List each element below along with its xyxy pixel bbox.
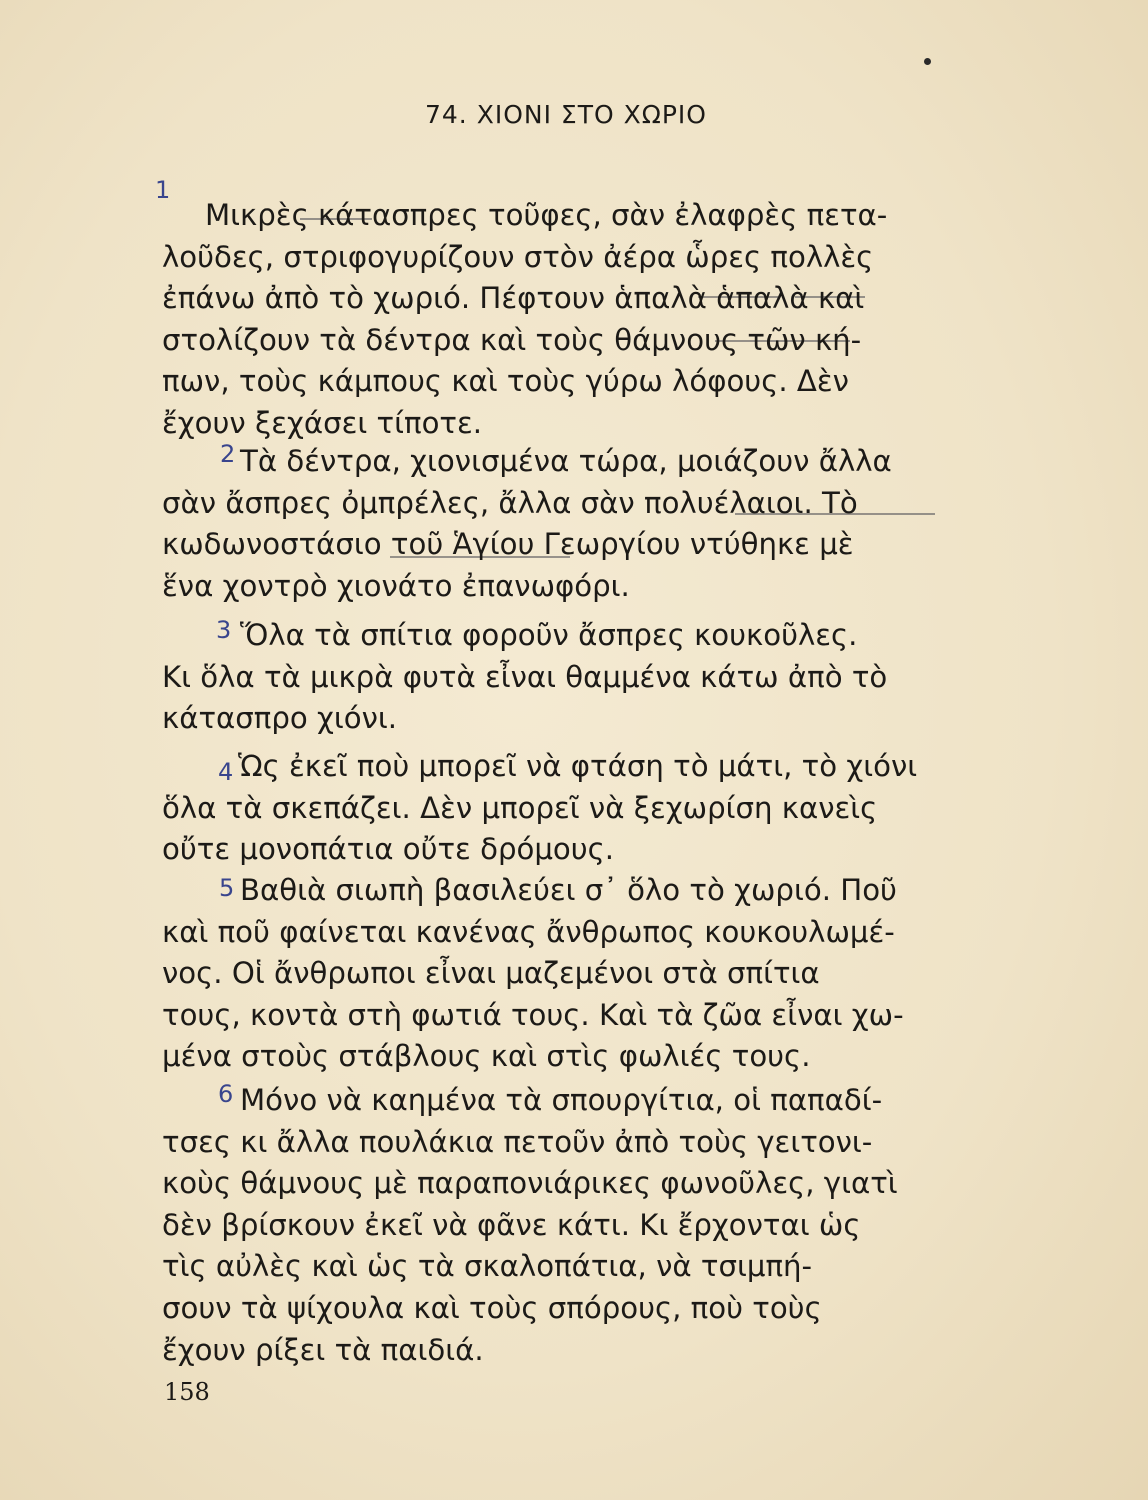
- paragraph-2: [162, 483, 858, 608]
- text-line: νος. Οἱ ἄνθρωποι εἶναι μαζεμένοι στὰ σπίτια: [162, 956, 820, 991]
- paragraph-5: [162, 912, 904, 1078]
- margin-mark-2: 2: [220, 440, 236, 468]
- text-line: κοὺς θάμνους μὲ παραπονιάρικες φωνοῦλες, γιατὶ: [162, 1166, 898, 1201]
- text-line: Μόνο νὰ καημένα τὰ σπουργίτια, οἱ παπαδί-: [240, 1083, 883, 1117]
- page-number: 158: [164, 1378, 210, 1406]
- text-line: πων, τοὺς κάμπους καὶ τοὺς γύρω λόφους. Δὲν: [162, 364, 849, 399]
- text-line: λοῦδες, στριφογυρίζουν στὸν ἀέρα ὧρες πολλὲς: [162, 239, 874, 274]
- paragraph-3-first: [240, 615, 857, 657]
- text-line: τσες κι ἄλλα πουλάκια πετοῦν ἀπὸ τοὺς γειτονι-: [162, 1124, 873, 1159]
- ink-dot: [924, 58, 931, 65]
- text-line: στολίζουν τὰ δέντρα καὶ τοὺς θάμνους τῶν κή-: [162, 322, 862, 357]
- text-line: οὔτε μονοπάτια οὔτε δρόμους.: [162, 832, 615, 867]
- text-line: τους, κοντὰ στὴ φωτιά τους. Καὶ τὰ ζῶα εἶναι χω-: [162, 997, 904, 1032]
- text-line: σουν τὰ ψίχουλα καὶ τοὺς σπόρους, ποὺ τοὺς: [162, 1290, 822, 1325]
- text-line: κάτασπρο χιόνι.: [162, 701, 398, 736]
- paragraph-3: [162, 657, 887, 740]
- paragraph-5-first: [240, 870, 897, 912]
- margin-mark-6: 6: [218, 1080, 234, 1108]
- text-line: ἐπάνω ἀπὸ τὸ χωριό. Πέφτουν ἁπαλὰ ἁπαλὰ καὶ: [162, 281, 865, 316]
- paragraph-2-first: [240, 441, 892, 483]
- text-line: καὶ ποῦ φαίνεται κανένας ἄνθρωπος κουκουλωμέ-: [162, 914, 895, 949]
- margin-mark-1: 1: [155, 176, 171, 204]
- text-line: Ὅλα τὰ σπίτια φοροῦν ἄσπρες κουκοῦλες.: [240, 618, 858, 652]
- paragraph-1-first: [205, 195, 887, 237]
- paragraph-1: [162, 237, 873, 445]
- margin-mark-5: 5: [219, 874, 235, 902]
- text-line: Βαθιὰ σιωπὴ βασιλεύει σ᾽ ὅλο τὸ χωριό. Ποῦ: [240, 873, 897, 907]
- text-line: μένα στοὺς στάβλους καὶ στὶς φωλιές τους.: [162, 1039, 811, 1074]
- text-line: Ὡς ἐκεῖ ποὺ μπορεῖ νὰ φτάση τὸ μάτι, τὸ χιόνι: [238, 749, 918, 783]
- paragraph-4-first: [238, 746, 917, 788]
- text-line: σὰν ἄσπρες ὀμπρέλες, ἄλλα σὰν πολυέλαιοι. Τὸ: [162, 485, 858, 520]
- text-line: ἔχουν ξεχάσει τίποτε.: [162, 405, 483, 440]
- page-title: 74. ΧΙΟΝΙ ΣΤΟ ΧΩΡΙΟ: [425, 100, 707, 129]
- paragraph-6: [162, 1122, 898, 1372]
- text-line: Μικρὲς κάτασπρες τοῦφες, σὰν ἐλαφρὲς πετα-: [205, 198, 888, 232]
- text-line: τὶς αὐλὲς καὶ ὡς τὰ σκαλοπάτια, νὰ τσιμπή-: [162, 1249, 813, 1284]
- margin-mark-3: 3: [216, 616, 232, 644]
- paragraph-4: [162, 788, 877, 871]
- text-line: κωδωνοστάσιο τοῦ Ἁγίου Γεωργίου ντύθηκε μὲ: [162, 527, 854, 562]
- text-line: δὲν βρίσκουν ἐκεῖ νὰ φᾶνε κάτι. Κι ἔρχονται ὡς: [162, 1207, 861, 1242]
- text-line: Τὰ δέντρα, χιονισμένα τώρα, μοιάζουν ἄλλα: [240, 444, 892, 478]
- text-line: ὅλα τὰ σκεπάζει. Δὲν μπορεῖ νὰ ξεχωρίση κανεὶς: [162, 790, 878, 825]
- text-line: ἕνα χοντρὸ χιονάτο ἐπανωφόρι.: [162, 568, 630, 603]
- text-line: ἔχουν ρίξει τὰ παιδιά.: [162, 1332, 484, 1367]
- paragraph-6-first: [240, 1080, 882, 1122]
- margin-mark-4: 4: [218, 758, 234, 786]
- text-line: Κι ὅλα τὰ μικρὰ φυτὰ εἶναι θαμμένα κάτω ἀπὸ τὸ: [162, 659, 888, 694]
